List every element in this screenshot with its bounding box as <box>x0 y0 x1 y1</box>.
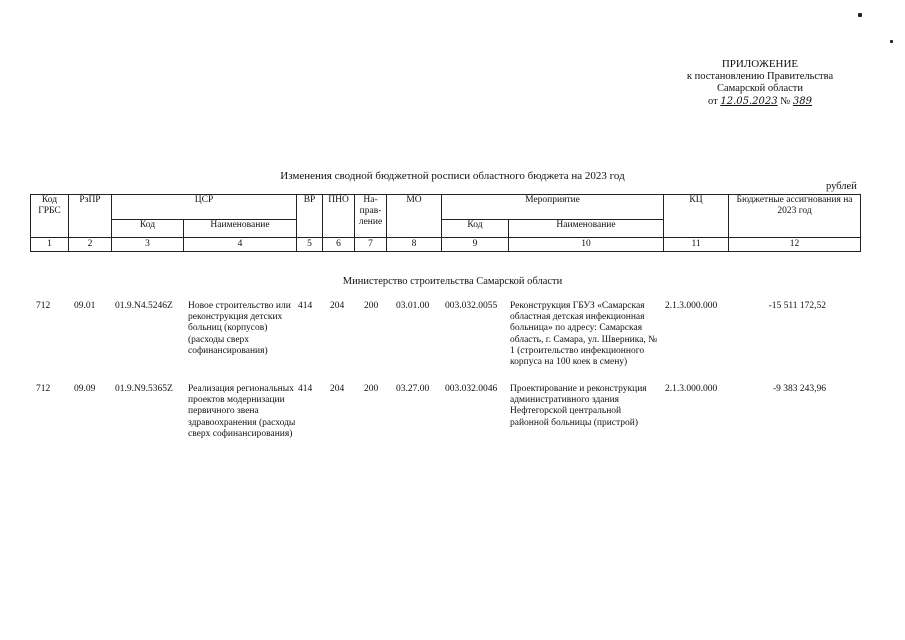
cell-grbs: 712 <box>36 384 51 394</box>
column-number-row <box>31 238 861 252</box>
department-heading: Министерство строительства Самарской области <box>342 276 563 287</box>
header-vr: ВР <box>297 195 323 238</box>
header-event: Мероприятие <box>442 195 664 220</box>
header-event-code: Код <box>442 220 509 238</box>
scan-speck <box>858 13 862 17</box>
header-rzpr: РзПР <box>69 195 112 238</box>
header-csr-name: Наименование <box>184 220 297 238</box>
cell-vr: 414 <box>298 384 313 394</box>
from-label: от <box>708 95 718 107</box>
cell-kc: 2.1.3.000.000 <box>665 384 718 394</box>
cell-amount: -9 383 243,96 <box>772 384 826 394</box>
cell-csr-code: 01.9.N4.5246Z <box>115 301 173 311</box>
cell-direction: 200 <box>364 301 379 311</box>
appendix-date-line <box>660 96 860 109</box>
column-number: 2 <box>69 238 112 252</box>
cell-rzpr: 09.09 <box>74 384 96 394</box>
cell-amount: -15 511 172,52 <box>768 301 826 311</box>
header-grbs: Код ГРБС <box>31 195 69 238</box>
appendix-line2: Самарской области <box>717 83 803 94</box>
header-kc: КЦ <box>664 195 729 238</box>
header-allocations: Бюджетные ассигнования на 2023 год <box>729 195 861 238</box>
decree-date: 12.05.2023 <box>720 95 778 107</box>
cell-grbs: 712 <box>36 301 51 311</box>
column-number: 1 <box>31 238 69 252</box>
column-number: 4 <box>184 238 297 252</box>
header-csr-code: Код <box>112 220 184 238</box>
column-number: 6 <box>323 238 355 252</box>
cell-event-name: Реконструкция ГБУЗ «Самарская областная детская инфекционная больница» по адресу: Самарская область, г. Самара, ул. Шверника, № 1 (строительство инфекционного корпуса на 100 коек в смену) <box>510 301 658 368</box>
cell-mo: 03.01.00 <box>396 301 430 311</box>
column-number: 3 <box>112 238 184 252</box>
column-number: 7 <box>355 238 387 252</box>
cell-rzpr: 09.01 <box>74 301 96 311</box>
number-label: № <box>780 95 791 107</box>
header-direction: На-прав-ление <box>355 195 387 238</box>
cell-csr-name: Новое строительство или реконструкция детских больниц (корпусов) (расходы сверх софинансирования) <box>188 301 291 356</box>
cell-pno: 204 <box>330 301 345 311</box>
header-csr: ЦСР <box>112 195 297 220</box>
appendix-title: ПРИЛОЖЕНИЕ <box>721 58 799 70</box>
header-pno: ПНО <box>323 195 355 238</box>
document-title: Изменения сводной бюджетной росписи областного бюджета на 2023 год <box>280 170 625 182</box>
header-table <box>30 194 861 252</box>
header-event-name: Наименование <box>509 220 664 238</box>
cell-pno: 204 <box>330 384 345 394</box>
cell-csr-name: Реализация региональных проектов модернизации первичного звена здравоохранения (расходы сверх софинансирования) <box>188 384 296 439</box>
cell-csr-code: 01.9.N9.5365Z <box>115 384 173 394</box>
cell-event-name: Проектирование и реконструкция административного здания Нефтегорской центральной районной больницы (пристрой) <box>510 384 647 428</box>
cell-direction: 200 <box>364 384 379 394</box>
column-number: 11 <box>664 238 729 252</box>
cell-vr: 414 <box>298 301 313 311</box>
appendix-line1: к постановлению Правительства <box>686 70 834 82</box>
units-label: рублей <box>826 181 857 192</box>
cell-event-code: 003.032.0055 <box>445 301 498 311</box>
column-number: 12 <box>729 238 861 252</box>
scan-speck <box>890 40 893 43</box>
cell-mo: 03.27.00 <box>396 384 430 394</box>
appendix-block <box>660 58 860 108</box>
column-number: 9 <box>442 238 509 252</box>
column-number: 5 <box>297 238 323 252</box>
decree-number: 389 <box>792 95 812 107</box>
column-number: 8 <box>387 238 442 252</box>
cell-event-code: 003.032.0046 <box>445 384 498 394</box>
header-mo: МО <box>387 195 442 238</box>
cell-kc: 2.1.3.000.000 <box>665 301 718 311</box>
column-number: 10 <box>509 238 664 252</box>
